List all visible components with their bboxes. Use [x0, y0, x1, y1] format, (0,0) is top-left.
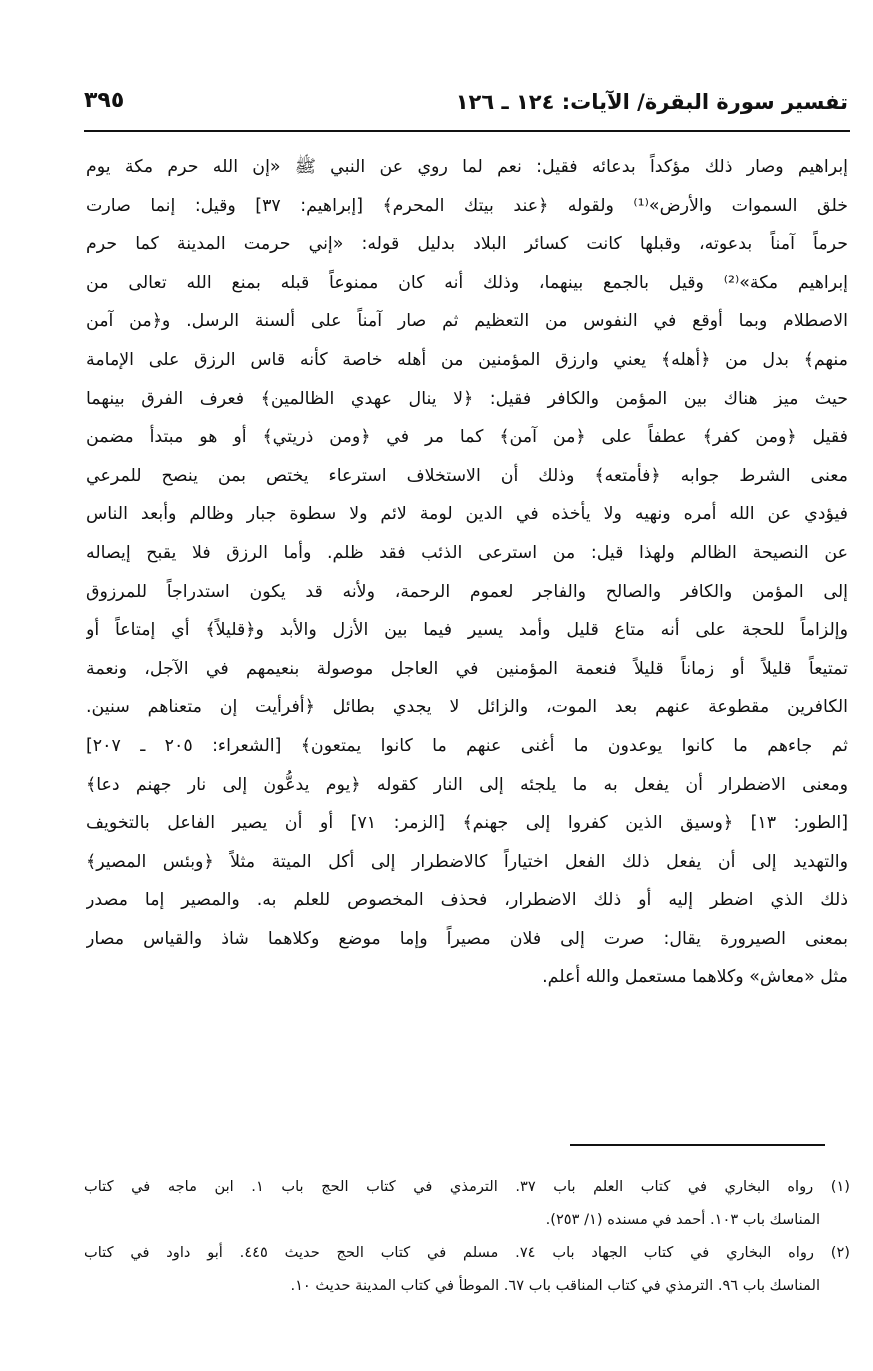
text-line: معنى الشرط جوابه ﴿فأمتعه﴾ وذلك أن الاستخلاف استرعاء يختص بمن ينصح للمرعي — [86, 465, 848, 486]
text-line: مثل «معاش» وكلاهما مستعمل والله أعلم. — [542, 967, 848, 988]
text-line: تمتيعاً قليلاً أو زماناً قليلاً فنعمة المؤمنين في العاجل موصولة بنعيمهم في الآجل، ونعمة — [86, 658, 848, 679]
footnotes — [84, 1170, 850, 1302]
text-line: حيث ميز هناك بين المؤمن والكافر فقيل: ﴿لا ينال عهدي الظالمين﴾ فعرف الفرق بينهما — [86, 388, 848, 409]
text-line: والتهديد إلى أن يفعل ذلك الفعل اختياراً كالاضطرار إلى أكل الميتة مثلاً ﴿وبئس المصير﴾ — [86, 851, 848, 872]
text-line: إبراهيم مكة»⁽²⁾ وقيل بالجمع بينهما، وذلك أنه كان ممنوعاً قبله بمنع الله تعالى من — [86, 272, 848, 293]
header-divider — [84, 130, 850, 132]
footnote-line: المناسك باب ٩٦. الترمذي في كتاب المناقب باب ٦٧. الموطأ في كتاب المدينة حديث ١٠. — [290, 1277, 820, 1294]
text-line: فقيل ﴿ومن كفر﴾ عطفاً على ﴿من آمن﴾ كما مر في ﴿ومن ذريتي﴾ أو هو مبتدأ مضمن — [86, 427, 848, 448]
page-header — [84, 86, 848, 126]
text-line: الكافرين مقطوعة عنهم بعد الموت، والزائل لا يجدي بطائل ﴿أفرأيت إن متعناهم سنين. — [86, 697, 848, 718]
page-number: ٣٩٥ — [84, 88, 125, 113]
text-line: حرماً آمناً بدعوته، وقبلها كانت كسائر البلاد بدليل قوله: «إني حرمت المدينة كما حرم — [86, 234, 848, 255]
text-line: الاصطلام وبما أوقع في النفوس من التعظيم ثم صار آمناً على ألسنة الرسل. و﴿من آمن — [86, 311, 848, 332]
text-line: ذلك الذي اضطر إليه أو ذلك الاضطرار، فحذف المخصوص للعلم به. والمصير إما مصدر — [86, 890, 848, 911]
text-line: منهم﴾ بدل من ﴿أهله﴾ يعني وارزق المؤمنين من أهله خاصة كأنه قاس الرزق على الإمامة — [86, 349, 848, 370]
text-line: [الطور: ١٣] ﴿وسيق الذين كفروا إلى جهنم﴾ [الزمر: ٧١] أو أن يصير الفاعل بالتخويف — [86, 813, 848, 834]
text-line: عن النصيحة الظالم ولهذا قيل: من استرعى الذئب فقد ظلم. وأما الرزق فلا يقبح إيصاله — [86, 542, 848, 563]
text-line: فيؤدي عن الله أمره ونهيه ولا يأخذه في الدين لومة لائم ولا سطوة جبار وظالم وأبعد الناس — [86, 504, 848, 525]
footnote-divider — [570, 1144, 825, 1146]
footnote-line: (١) رواه البخاري في كتاب العلم باب ٣٧. الترمذي في كتاب الحج باب ١. ابن ماجه في كتاب — [84, 1178, 850, 1195]
main-text — [86, 148, 848, 997]
text-line: وإلزاماً للحجة على أنه متاع قليل وأمد يسير فيما بين الأزل والأبد و﴿قليلاً﴾ أي إمتاعاً أو — [86, 620, 848, 641]
text-line: ثم جاءهم ما كانوا يوعدون ما أغنى عنهم ما كانوا يمتعون﴾ [الشعراء: ٢٠٥ ـ ٢٠٧] — [86, 735, 848, 756]
footnote-line: (٢) رواه البخاري في كتاب الجهاد باب ٧٤. مسلم في كتاب الحج حديث ٤٤٥. أبو داود في كتاب — [84, 1244, 850, 1261]
text-line: خلق السموات والأرض»⁽¹⁾ ولقوله ﴿عند بيتك المحرم﴾ [إبراهيم: ٣٧] وقيل: إنما صارت — [86, 195, 848, 216]
text-line: ومعنى الاضطرار أن يفعل به ما يلجئه إلى النار كقوله ﴿يوم يدعُّون إلى نار جهنم دعا﴾ — [86, 774, 848, 795]
running-title: تفسير سورة البقرة/ الآيات: ١٢٤ ـ ١٢٦ — [455, 90, 848, 114]
text-line: بمعنى الصيرورة يقال: صرت إلى فلان مصيراً وإما موضع وكلاهما شاذ والقياس مصار — [86, 928, 848, 949]
text-line: إبراهيم وصار ذلك مؤكداً بدعائه فقيل: نعم لما روي عن النبي ﷺ «إن الله حرم مكة يوم — [86, 157, 848, 177]
footnote-line: المناسك باب ١٠٣. أحمد في مسنده (١/ ٢٥٣). — [545, 1211, 820, 1228]
text-line: إلى المؤمن والكافر والصالح والفاجر لعموم الرحمة، ولأنه قد يكون استدراجاً للمرزوق — [86, 581, 848, 602]
